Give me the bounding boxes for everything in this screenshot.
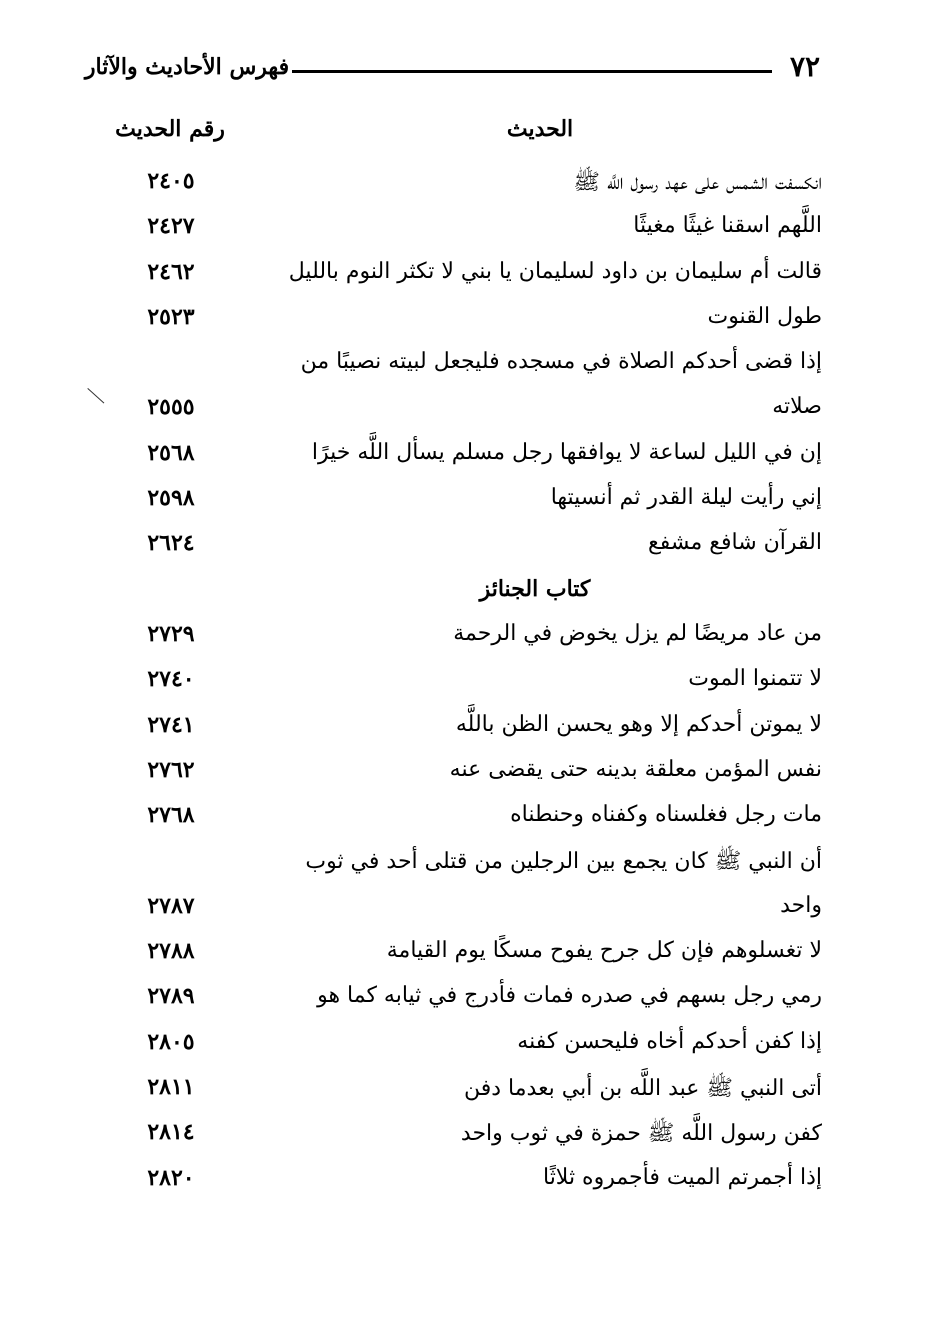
index-row [0,343,928,388]
hadith-number: ٢٧٨٩ [147,983,195,1010]
hadith-text: طول القنوت [707,303,822,329]
hadith-text: كفن رسول اللَّه ﷺ حمزة في ثوب واحد [460,1121,822,1147]
hadith-number: ٢٨١١ [147,1073,195,1100]
hadith-number: ٢٥٩٨ [147,485,195,512]
hadith-text: لا يموتن أحدكم إلا وهو يحسن الظن باللَّه [455,711,822,737]
hadith-number: ٢٥٥٥ [147,394,195,421]
index-row [0,932,928,977]
hadith-text: قالت أم سليمان بن داود لسليمان يا بني لا تكثر النوم بالليل [288,258,822,284]
hadith-text: من عاد مريضًا لم يزل يخوض في الرحمة [453,620,822,646]
index-row [0,388,928,433]
index-row [0,887,928,932]
hadith-number: ٢٤٠٥ [147,168,195,194]
index-row [0,207,928,252]
hadith-number: ٢٨٢٠ [147,1164,195,1191]
index-row [0,1068,928,1113]
hadith-number: ٢٨٠٥ [147,1028,195,1055]
hadith-index-list [0,162,928,1204]
index-row [0,524,928,569]
header-title: فهرس الأحاديث والآثار [84,54,290,80]
index-row [0,479,928,524]
header-rule [292,70,772,73]
hadith-number: ٢٨١٤ [147,1119,195,1146]
hadith-text: أن النبي ﷺ كان يجمع بين الرجلين من قتلى أحد في ثوب [305,849,822,875]
hadith-text: واحد [780,892,822,918]
hadith-number: ٢٤٢٧ [147,213,195,240]
hadith-number: ٢٥٦٨ [147,439,195,466]
index-row [0,298,928,343]
hadith-text: القرآن شافع مشفع [648,530,822,556]
hadith-number: ٢٧٨٨ [147,938,195,965]
column-header-hadith: الحديث [506,116,574,142]
hadith-text: إن في الليل لساعة لا يوافقها رجل مسلم يسأل اللَّه خيرًا [311,439,822,465]
index-row [0,253,928,298]
column-header-number: رقم الحديث [115,116,225,142]
index-row [0,841,928,886]
page-number: ٧٢ [789,50,821,83]
hadith-text: صلاته [772,394,822,420]
index-row [0,751,928,796]
hadith-number: ٢٧٨٧ [147,892,195,919]
hadith-number: ٢٧٤١ [147,711,195,738]
section-heading-row [0,570,928,615]
hadith-number: ٢٧٦٢ [147,756,195,783]
index-row [0,1159,928,1204]
hadith-text: لا تغسلوهم فإن كل جرح يفوح مسكًا يوم القيامة [386,938,822,964]
hadith-text: نفس المؤمن معلقة بدينه حتى يقضى عنه [449,756,822,782]
hadith-number: ٢٦٢٤ [147,530,195,557]
index-row [0,434,928,479]
hadith-number: ٢٥٢٣ [147,303,195,330]
hadith-number: ٢٧٢٩ [147,620,195,647]
running-header [0,48,928,98]
hadith-number: ٢٧٤٠ [147,666,195,693]
index-row [0,796,928,841]
hadith-text: إذا قضى أحدكم الصلاة في مسجده فليجعل لبيته نصيبًا من [300,349,822,375]
index-row [0,1113,928,1158]
hadith-text: إذا أجمرتم الميت فأجمروه ثلاثًا [542,1164,822,1190]
hadith-text: رمي رجل بسهم في صدره فمات فأدرج في ثيابه كما هو [317,983,822,1009]
section-heading: كتاب الجنائز [479,575,591,602]
hadith-text: أتى النبي ﷺ عبد اللَّه بن أبي بعدما دفن [463,1075,822,1101]
index-row [0,615,928,660]
index-row [0,1023,928,1068]
hadith-number: ٢٤٦٢ [147,258,195,285]
hadith-number: ٢٧٦٨ [147,802,195,829]
hadith-text: اللَّهم اسقنا غيثًا مغيثًا [633,213,822,239]
index-row [0,706,928,751]
hadith-text: انكسفت الشمس على عهد رسول اللَّه ﷺ [573,170,822,195]
index-row [0,162,928,207]
hadith-text: إذا كفن أحدكم أخاه فليحسن كفنه [517,1028,822,1054]
index-row [0,660,928,705]
hadith-text: مات رجل فغلسناه وكفناه وحنطناه [510,802,822,828]
hadith-text: لا تتمنوا الموت [688,666,822,692]
index-row [0,977,928,1022]
hadith-text: إني رأيت ليلة القدر ثم أنسيتها [550,485,822,511]
